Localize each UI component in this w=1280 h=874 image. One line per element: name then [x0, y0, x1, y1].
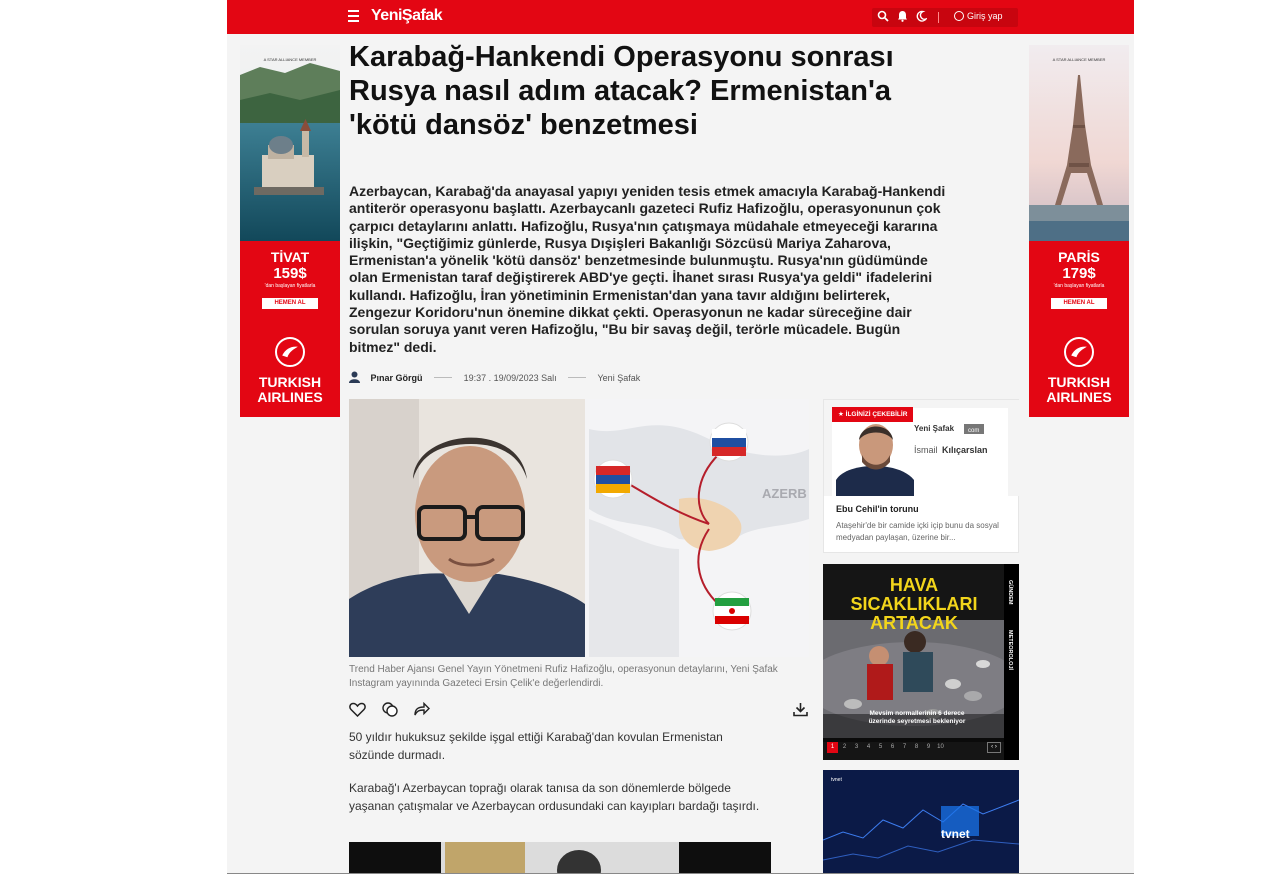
login-label: Giriş yap — [967, 11, 1003, 21]
page-button[interactable]: 7 — [902, 744, 907, 750]
page-button[interactable]: 6 — [890, 744, 895, 750]
article-lead: Azerbaycan, Karabağ'da anayasal yapıyı yeniden tesis etmek amacıyla Karabağ-Hankendi antiterör operasyonu başlattı. Azerbaycanlı gazeteci Rufiz Hafizoğlu, operasyonunun çok çarpıcı detaylarını anlattı. Hafizoğlu, Rusya'nın çatışmaya müdahale etmeyeceği kararına ilişkin, "Geçtiğimiz günlerde, Rusya Dışişleri Bakanlığı Sözcüsü Mariya Zaharova, Ermenistan'a yönelik 'kötü dansöz' benzetmesinde bulunmuştu. Rusya'nın güdümünde olan Ermenistan taraf değiştirerek ABD'ye geçti. İhanet sırası Rusya'ya geldi" ifadelerini kullandı. Hafizoğlu, İran yönetiminin Ermenistan'dan yana tavır aldığını belirterek, Zengezur Koridoru'nun önemine dikkat çekti. Operasyonun ne kadar süreceğine dair sorulan soruya yanıt veren Hafizoğlu, "Bu bir savaş değil, terörle mücadele. Bugün bitmez" dedi. — [349, 183, 946, 355]
page-button[interactable]: 4 — [866, 744, 871, 750]
ad-brand-line1: TURKISH — [258, 374, 322, 390]
page-button[interactable]: 9 — [926, 744, 931, 750]
article-byline — [349, 371, 640, 385]
weather-category-strip — [1004, 564, 1019, 760]
ad-brand-line1: TURKISH — [1047, 374, 1111, 390]
video-thumbnail — [349, 842, 771, 874]
author-name[interactable]: Pınar Görgü — [370, 373, 423, 383]
related-badge-label: İLGİNİZİ ÇEKEBİLİR — [845, 411, 908, 418]
tvnet-background — [823, 770, 1019, 874]
tvnet-corner-logo: tvnet — [831, 777, 842, 783]
weather-headline — [829, 576, 999, 633]
tvnet-banner[interactable] — [823, 770, 1019, 874]
tvnet-logo: tvnet — [941, 827, 970, 841]
search-icon[interactable] — [877, 10, 889, 22]
ad-brand — [240, 375, 340, 405]
notification-bell-icon[interactable] — [897, 10, 908, 22]
weather-subtitle-line1: Mevsim normallerinin 6 derece — [869, 710, 965, 717]
ad-cta-button[interactable]: HEMEN AL — [1051, 298, 1107, 309]
turkish-airlines-logo-icon — [1064, 337, 1094, 367]
comment-icon[interactable] — [382, 702, 398, 717]
ad-star-alliance-tag: A STAR ALLIANCE MEMBER — [263, 57, 317, 62]
page-button[interactable]: 8 — [914, 744, 919, 750]
weather-news-slider[interactable] — [823, 564, 1019, 760]
related-description: Ataşehir'de bir camide içki içip bunu da sosyal medyadan paylaşan, üzerine bir... — [836, 521, 999, 542]
site-container — [227, 0, 1134, 874]
ad-price: 159$ — [273, 265, 307, 282]
publish-datetime: 19:37 . 19/09/2023 Salı — [463, 373, 557, 383]
article-actions — [349, 702, 809, 720]
byline-separator — [568, 377, 586, 378]
page-button[interactable]: 3 — [854, 744, 859, 750]
ad-paris-photo — [1029, 45, 1129, 241]
ad-price-note: 'dan başlayan fiyatlarla — [1053, 283, 1105, 289]
article-source: Yeni Şafak — [597, 373, 641, 383]
article-photo-graphic — [349, 399, 809, 657]
author-avatar-icon — [349, 371, 360, 383]
user-icon — [954, 11, 964, 21]
download-icon[interactable] — [793, 702, 808, 717]
ad-brand-line2: AIRLINES — [257, 389, 323, 405]
related-article-card[interactable] — [823, 399, 1019, 553]
header-actions — [872, 8, 1018, 27]
dark-mode-moon-icon[interactable] — [916, 10, 927, 22]
hamburger-menu-icon[interactable] — [348, 10, 359, 22]
thumb-person-last: Kılıçarslan — [942, 445, 988, 455]
related-badge: ★ İLGİNİZİ ÇEKEBİLİR — [832, 407, 913, 422]
ad-star-alliance-tag: A STAR ALLIANCE MEMBER — [1052, 57, 1106, 62]
slider-prev-next-icon[interactable]: ‹ › — [987, 742, 1001, 753]
turkish-airlines-logo-icon — [275, 337, 305, 367]
ad-tivat-photo — [240, 45, 340, 241]
slider-pagination — [827, 742, 1001, 754]
ad-banner-right[interactable] — [1029, 45, 1129, 417]
photo-caption: Trend Haber Ajansı Genel Yayın Yönetmeni Rufiz Hafizoğlu, operasyonun detaylarını, Yeni Şafak Instagram yayınında Gazeteci Ersin Çelik'e değerlendirdi. — [349, 664, 778, 689]
weather-subtitle-line2: üzerinde seyretmesi bekleniyor — [868, 718, 966, 725]
login-button[interactable] — [954, 11, 1003, 21]
page-button[interactable]: 2 — [842, 744, 847, 750]
weather-headline-line2: ARTACAK — [870, 613, 958, 633]
category-label-bottom: METEOROLOJİ — [1007, 630, 1013, 671]
article-main-photo[interactable] — [349, 399, 809, 657]
page-button[interactable]: 10 — [937, 744, 944, 750]
embedded-video[interactable] — [349, 842, 771, 874]
page-button[interactable]: 5 — [878, 744, 883, 750]
ad-cta-button[interactable]: HEMEN AL — [262, 298, 318, 309]
related-title[interactable]: Ebu Cehil'in torunu — [836, 504, 919, 514]
byline-separator — [434, 377, 452, 378]
article-title: Karabağ-Hankendi Operasyonu sonrası Rusya nasıl adım atacak? Ermenistan'a 'kötü dansöz' benzetmesi — [349, 41, 894, 141]
weather-headline-line1: HAVA SICAKLIKLARI — [850, 575, 978, 614]
page-button[interactable]: 1 — [827, 742, 838, 753]
thumb-com: com — [968, 428, 980, 434]
map-label: AZERB — [762, 486, 807, 501]
article-paragraph: Karabağ'ı Azerbaycan toprağı olarak tanısa da son dönemlerde bölgede yaşanan çatışmalar ve Azerbaycan ordusundaki can kayıpları bardağı taşırdı. — [349, 781, 760, 813]
category-label-top: GÜNDEM — [1007, 580, 1013, 605]
weather-subtitle — [837, 710, 997, 726]
article-paragraph: 50 yıldır hukuksuz şekilde işgal ettiği Karabağ'dan kovulan Ermenistan sözünde durmadı. — [349, 730, 723, 762]
ad-price: 179$ — [1062, 265, 1096, 282]
ad-brand — [1029, 375, 1129, 405]
thumb-person-first: İsmail — [914, 445, 938, 455]
top-navbar — [227, 0, 1134, 34]
share-icon[interactable] — [414, 702, 430, 716]
thumb-logo: Yeni Şafak — [914, 424, 955, 433]
site-logo[interactable]: YeniŞafak — [371, 7, 443, 24]
ad-banner-left[interactable] — [240, 45, 340, 417]
ad-price-note: 'dan başlayan fiyatlarla — [264, 283, 316, 289]
like-heart-icon[interactable] — [349, 702, 366, 717]
header-divider — [938, 12, 939, 23]
ad-city: TİVAT — [270, 249, 310, 265]
ad-city: PARİS — [1058, 249, 1100, 265]
ad-brand-line2: AIRLINES — [1046, 389, 1112, 405]
